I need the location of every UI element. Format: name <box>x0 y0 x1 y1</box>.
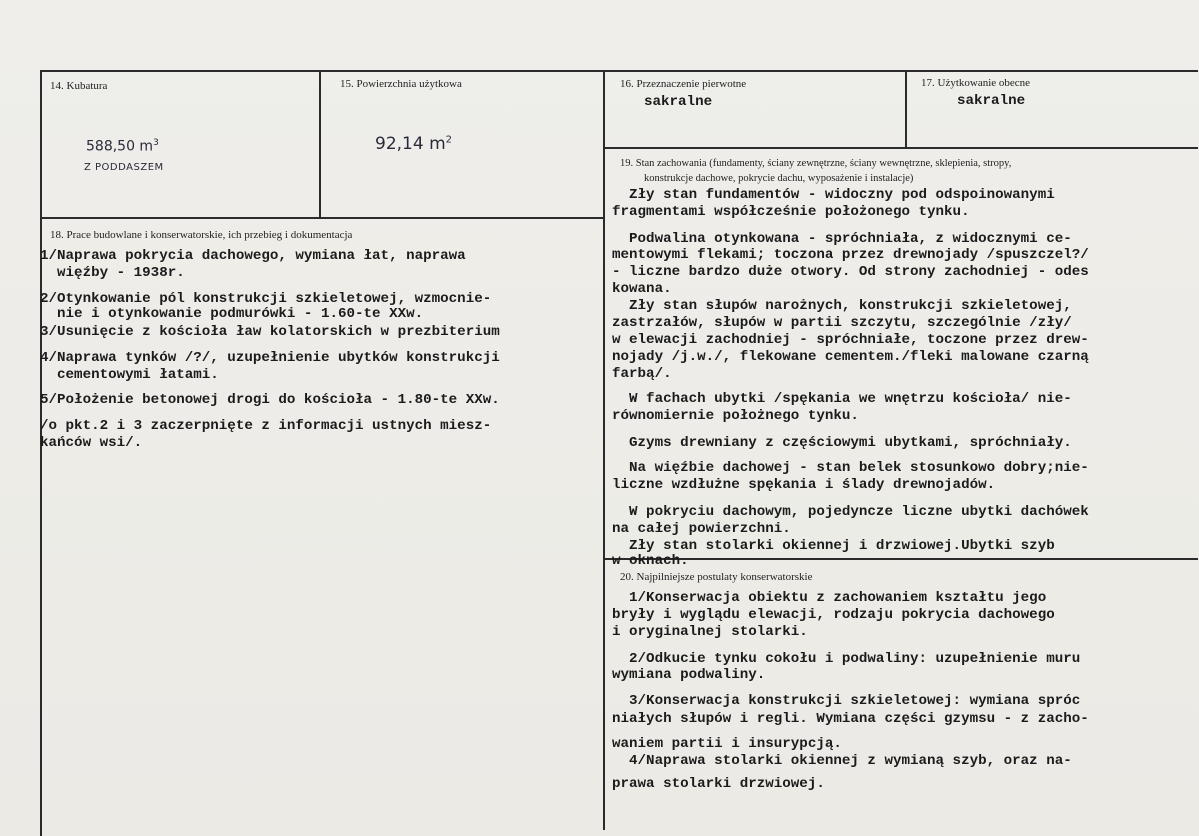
text-line: Gzyms drewniany z częściowymi ubytkami, spróchniały. <box>612 435 1072 451</box>
field-17-value: sakralne <box>957 93 1026 109</box>
text-line: na całej powierzchni. <box>612 521 791 537</box>
text-line: cementowymi łatami. <box>40 367 219 383</box>
text-line: równomiernie położnego tynku. <box>612 408 859 424</box>
field-17-label: 17. Użytkowanie obecne <box>921 77 1031 89</box>
text-line: Na więźbie dachowej - stan belek stosunkowo dobry;nie- <box>612 460 1089 476</box>
field-20-label: 20. Najpilniejsze postulaty konserwatorskie <box>620 571 813 583</box>
text-line: 2/Odkucie tynku cokołu i podwaliny: uzupełnienie muru <box>612 651 1081 667</box>
text-line: farbą/. <box>612 366 672 382</box>
field-16-label: 16. Przeznaczenie pierwotne <box>620 78 747 90</box>
text-line: Podwalina otynkowana - spróchniała, z widocznymi ce- <box>612 231 1072 247</box>
divider-h-left-18 <box>40 217 605 219</box>
divider-h-right-20 <box>603 558 1198 560</box>
top-border <box>40 70 1198 72</box>
field-14-volume: 588,50 $m^3$ <box>86 138 159 155</box>
text-line: fragmentami współcześnie położonego tynku. <box>612 204 970 220</box>
field-19-label-line2: konstrukcje dachowe, pokrycie dachu, wyposażenie i instalacje) <box>644 173 914 184</box>
field-15-label: 15. Powierzchnia użytkowa <box>340 78 462 90</box>
text-line: Zły stan fundamentów - widoczny pod odspoinowanymi <box>612 187 1055 203</box>
field-15-area: 92,14 $m^2$ <box>375 134 453 154</box>
text-line: 4/Naprawa tynków /?/, uzupełnienie ubytków konstrukcji <box>40 350 500 366</box>
text-line: 3/Konserwacja konstrukcji szkieletowej: wymiana spróc <box>612 693 1081 709</box>
text-line: W pokryciu dachowym, pojedyncze liczne ubytki dachówek <box>612 504 1089 520</box>
field-14-label: 14. Kubatura <box>50 80 108 92</box>
text-line: w elewacji zachodniej - spróchniałe, toczone przez drew- <box>612 332 1089 348</box>
field-19-label-line1: 19. Stan zachowania (fundamenty, ściany zewnętrzne, ściany wewnętrzne, sklepienia, stropy, <box>620 158 1012 169</box>
text-line: więźby - 1938r. <box>40 265 185 281</box>
text-line: 1/Naprawa pokrycia dachowego, wymiana łat, naprawa <box>40 248 466 264</box>
divider-v-16-17 <box>905 70 907 148</box>
text-line: /o pkt.2 i 3 zaczerpnięte z informacji ustnych miesz- <box>40 418 492 434</box>
text-line: wymiana podwaliny. <box>612 667 766 683</box>
divider-h-right-top <box>603 147 1198 149</box>
text-line: 5/Położenie betonowej drogi do kościoła - 1.80-te XXw. <box>40 392 500 408</box>
text-line: w oknach. <box>612 553 689 569</box>
text-line: bryły i wyglądu elewacji, rodzaju pokrycia dachowego <box>612 607 1055 623</box>
divider-v-14-15 <box>319 70 321 218</box>
text-line: nojady /j.w./, flekowane cementem./fleki malowane czarną <box>612 349 1089 365</box>
text-line: 1/Konserwacja obiektu z zachowaniem kształtu jego <box>612 590 1047 606</box>
left-border <box>40 70 42 836</box>
field-16-value: sakralne <box>644 94 713 110</box>
text-line: niałych słupów i regli. Wymiana części gzymsu - z zacho- <box>612 711 1089 727</box>
text-line: - liczne bardzo duże otwory. Od strony zachodniej - odes <box>612 264 1089 280</box>
text-line: zastrzałów, słupów w partii szczytu, szczególnie /zły/ <box>612 315 1072 331</box>
text-line: nie i otynkowanie podmurówki - 1.60-te XXw. <box>40 306 424 322</box>
text-line: liczne wzdłużne spękania i ślady drewnojadów. <box>612 477 996 493</box>
text-line: i oryginalnej stolarki. <box>612 624 808 640</box>
text-line: Zły stan słupów narożnych, konstrukcji szkieletowej, <box>612 298 1072 314</box>
text-line: 3/Usunięcie z kościoła ław kolatorskich w prezbiterium <box>40 324 500 340</box>
divider-v-center <box>603 70 605 830</box>
text-line: W fachach ubytki /spękania we wnętrzu kościoła/ nie- <box>612 391 1072 407</box>
text-line: waniem partii i insurypcją. <box>612 736 842 752</box>
text-line: kowana. <box>612 281 672 297</box>
text-line: prawa stolarki drzwiowej. <box>612 776 825 792</box>
field-14-note: Z PODDASZEM <box>84 162 164 173</box>
text-line: kańców wsi/. <box>40 435 143 451</box>
text-line: Zły stan stolarki okiennej i drzwiowej.Ubytki szyb <box>612 538 1055 554</box>
field-18-label: 18. Prace budowlane i konserwatorskie, ich przebieg i dokumentacja <box>50 229 353 241</box>
text-line: 2/Otynkowanie pól konstrukcji szkieletowej, wzmocnie- <box>40 291 492 307</box>
text-line: 4/Naprawa stolarki okiennej z wymianą szyb, oraz na- <box>612 753 1072 769</box>
text-line: mentowymi flekami; toczona przez drewnojady /spuszczel?/ <box>612 247 1089 263</box>
